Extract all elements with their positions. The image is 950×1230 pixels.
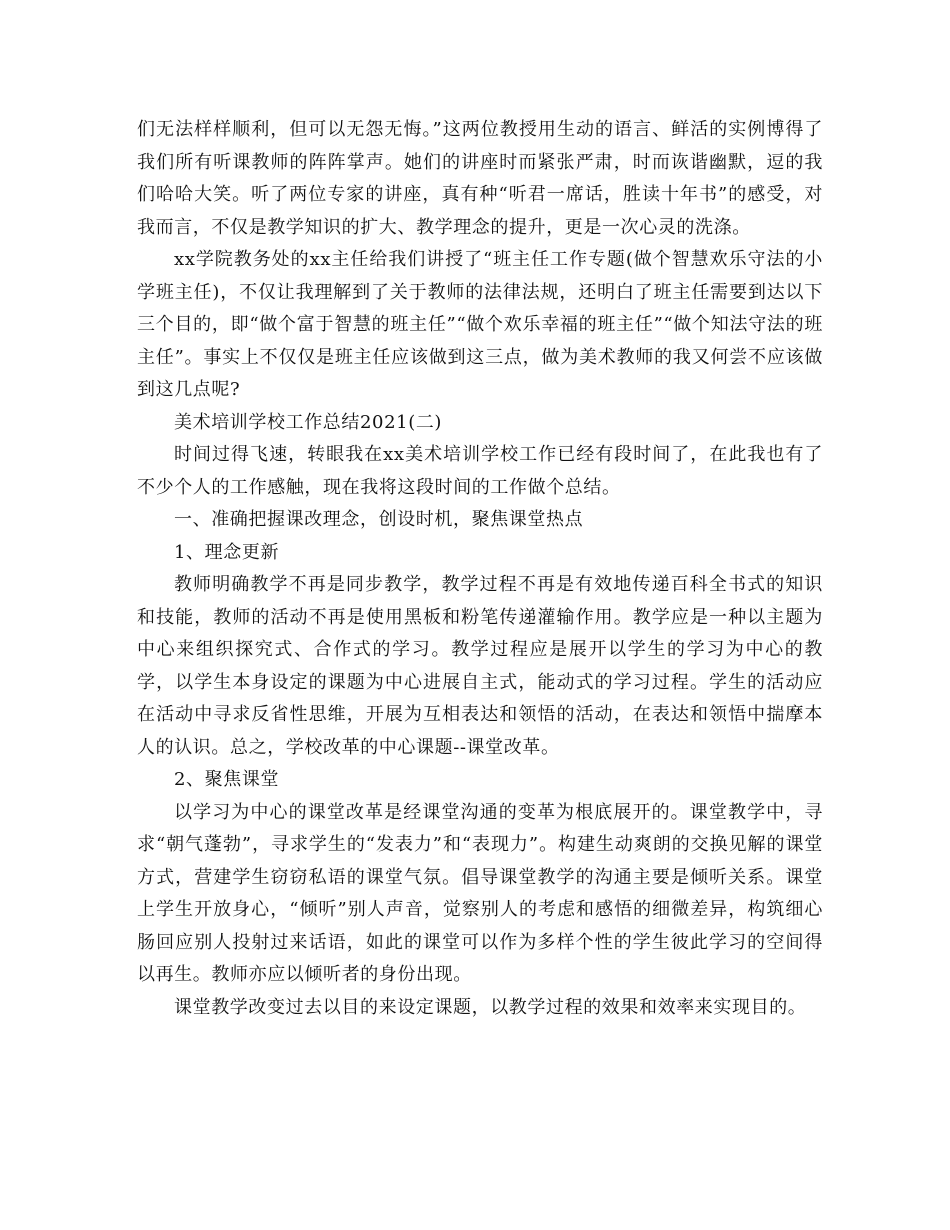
paragraph-2: xx学院教务处的xx主任给我们讲授了“班主任工作专题(做个智慧欢乐守法的小学班主任)，不仅让我理解到了关于教师的法律法规，还明白了班主任需要到达以下三个目的，即“做个富于智慧的班主任”“做个欢乐幸福的班主任”“做个知法守法的班主任”。事实上不仅仅是班主任应该做到这三点，做为美术教师的我又何尝不应该做到这几点呢? xyxy=(137,249,823,400)
paragraph-4: 教师明确教学不再是同步教学，教学过程不再是有效地传递百科全书式的知识和技能，教师的活动不再是使用黑板和粉笔传递灌输作用。教学应是一种以主题为中心来组织探究式、合作式的学习。教学过程应是展开以学生的学习为中心的教学，以学生本身设定的课题为中心进展自主式，能动式的学习过程。学生的活动应在活动中寻求反省性思维，开展为互相表达和领悟的活动，在表达和领悟中揣摩本人的认识。总之，学校改革的中心课题--课堂改革。 xyxy=(137,574,823,758)
document-body xyxy=(137,114,823,1024)
paragraph-3: 时间过得飞速，转眼我在xx美术培训学校工作已经有段时间了，在此我也有了不少个人的工作感触，现在我将这段时间的工作做个总结。 xyxy=(137,444,823,498)
heading-1: 一、准确把握课改理念，创设时机，聚焦课堂热点 xyxy=(174,509,584,530)
paragraph-1: 们无法样样顺利，但可以无怨无悔。”这两位教授用生动的语言、鲜活的实例博得了我们所有听课教师的阵阵掌声。她们的讲座时而紧张严肃，时而诙谐幽默，逗的我们哈哈大笑。听了两位专家的讲座，真有种“听君一席话，胜读十年书”的感受，对我而言，不仅是教学知识的扩大、教学理念的提升，更是一次心灵的洗涤。 xyxy=(137,119,823,238)
subheading-2: 2、聚焦课堂 xyxy=(174,769,280,790)
section-title: 美术培训学校工作总结2021(二) xyxy=(174,411,443,433)
paragraph-6: 课堂教学改变过去以目的来设定课题，以教学过程的效果和效率来实现目的。 xyxy=(174,996,807,1018)
paragraph-5: 以学习为中心的课堂改革是经课堂沟通的变革为根底展开的。课堂教学中，寻求“朝气蓬勃”，寻求学生的“发表力”和“表现力”。构建生动爽朗的交换见解的课堂方式，营建学生窃窃私语的课堂气氛。倡导课堂教学的沟通主要是倾听关系。课堂上学生开放身心，“倾听”别人声音，觉察别人的考虑和感悟的细微差异，构筑细心肠回应别人投射过来话语，如此的课堂可以作为多样个性的学生彼此学习的空间得以再生。教师亦应以倾听者的身份出现。 xyxy=(137,801,823,985)
subheading-1: 1、理念更新 xyxy=(174,541,280,563)
